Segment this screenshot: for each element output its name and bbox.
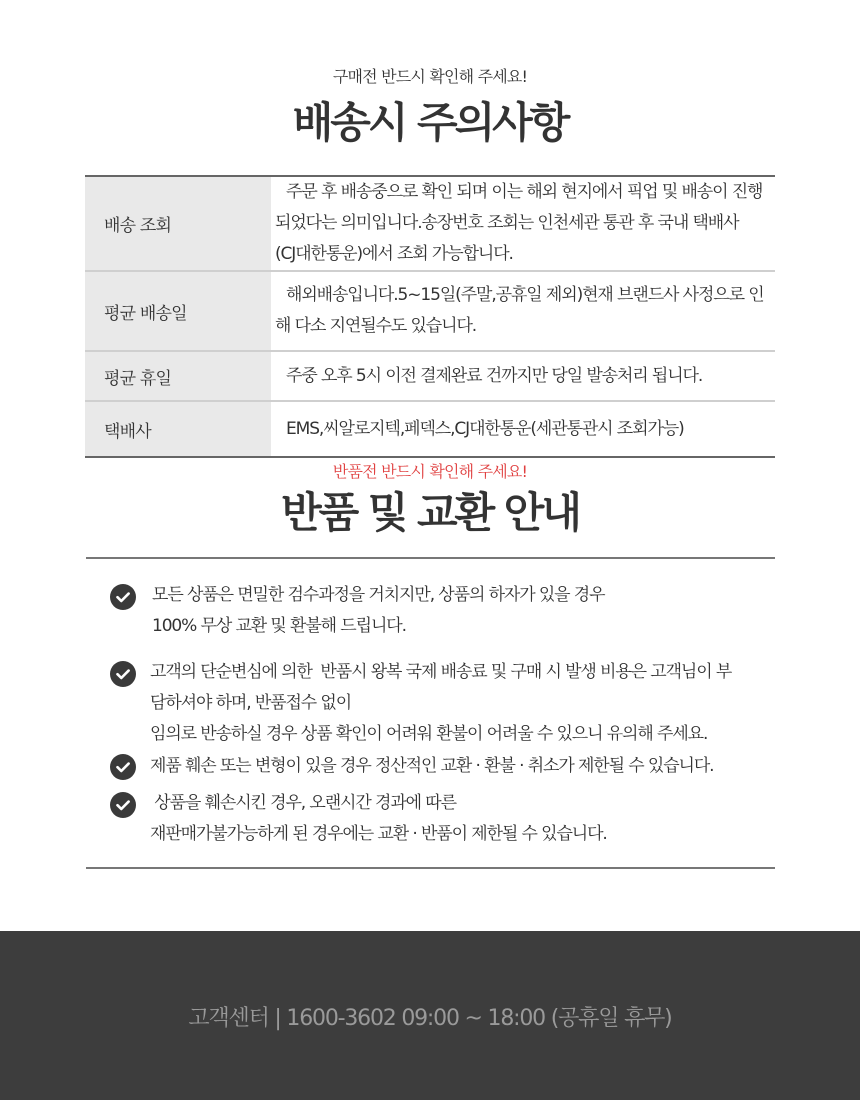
- check-circle-icon: [110, 584, 136, 610]
- divider: [86, 557, 775, 559]
- shipping-row-avg-delivery: [85, 272, 775, 352]
- notice-line: 임의로 반송하실 경우 상품 확인이 어려워 환불이 어려울 수 있으니 유의해 주세요.: [150, 724, 708, 744]
- check-circle-icon: [110, 792, 136, 818]
- shipping-info-table: [85, 175, 775, 458]
- notice-line: 담하셔야 하며, 반품접수 없이: [150, 693, 352, 713]
- row-value-line: EMS,씨알로지텍,페덱스,CJ대한통운(세관통관시 조회가능): [286, 418, 684, 439]
- notice-text: [152, 580, 604, 642]
- returns-subtitle: 반품전 반드시 확인해 주세요!: [332, 462, 528, 481]
- notice-line: 제품 훼손 또는 변형이 있을 경우 정산적인 교환 · 환불 · 취소가 제한될 수 있습니다.: [150, 756, 714, 776]
- notice-line: 100% 무상 교환 및 환불해 드립니다.: [152, 616, 406, 636]
- notice-text: [150, 751, 713, 782]
- notice-line: 재판매가불가능하게 된 경우에는 교환 · 반품이 제한될 수 있습니다.: [150, 824, 607, 844]
- notice-line: 상품을 훼손시킨 경우, 오랜시간 경과에 따른: [150, 793, 456, 813]
- row-value: [271, 177, 775, 270]
- row-label: 평균 휴일: [85, 352, 271, 400]
- notice-line: 고객의 단순변심에 의한 반품시 왕복 국제 배송료 및 구매 시 발생 비용은 고객님이 부: [150, 662, 732, 682]
- row-value-line: 주문 후 배송중으로 확인 되며 이는 해외 현지에서 픽업 및 배송이 진행: [286, 182, 763, 202]
- shipping-subtitle: 구매전 반드시 확인해 주세요!: [332, 67, 528, 86]
- row-label: 평균 배송일: [85, 272, 271, 350]
- notice-line: 모든 상품은 면밀한 검수과정을 거치지만, 상품의 하자가 있을 경우: [152, 585, 605, 605]
- row-value: [271, 272, 775, 350]
- row-label: 택배사: [85, 402, 271, 456]
- row-value-line: (CJ대한통운)에서 조회 가능합니다.: [275, 244, 513, 264]
- divider: [86, 867, 775, 869]
- check-circle-icon: [110, 754, 136, 780]
- customer-center-info: 고객센터 | 1600-3602 09:00 ~ 18:00 (공휴일 휴무): [188, 1006, 672, 1031]
- check-circle-icon: [110, 661, 136, 687]
- shipping-row-avg-holiday: [85, 352, 775, 402]
- row-value-line: 해 다소 지연될수도 있습니다.: [275, 316, 477, 336]
- shipping-row-tracking: [85, 177, 775, 272]
- row-value-line: 주중 오후 5시 이전 결제완료 건까지만 당일 발송처리 됩니다.: [286, 365, 703, 386]
- row-label: 배송 조회: [85, 177, 271, 270]
- row-value: [271, 352, 775, 400]
- row-value: [271, 402, 775, 456]
- row-value-line: 해외배송입니다.5~15일(주말,공휴일 제외)현재 브랜드사 사정으로 인: [286, 285, 764, 305]
- row-value-line: 되었다는 의미입니다.송장번호 조회는 인천세관 통관 후 국내 택배사: [275, 213, 739, 233]
- returns-title: 반품 및 교환 안내: [281, 488, 579, 537]
- footer: [0, 931, 860, 1100]
- notice-text: [150, 657, 731, 750]
- notice-text: [150, 788, 607, 850]
- shipping-row-courier: [85, 402, 775, 456]
- shipping-title: 배송시 주의사항: [292, 98, 568, 147]
